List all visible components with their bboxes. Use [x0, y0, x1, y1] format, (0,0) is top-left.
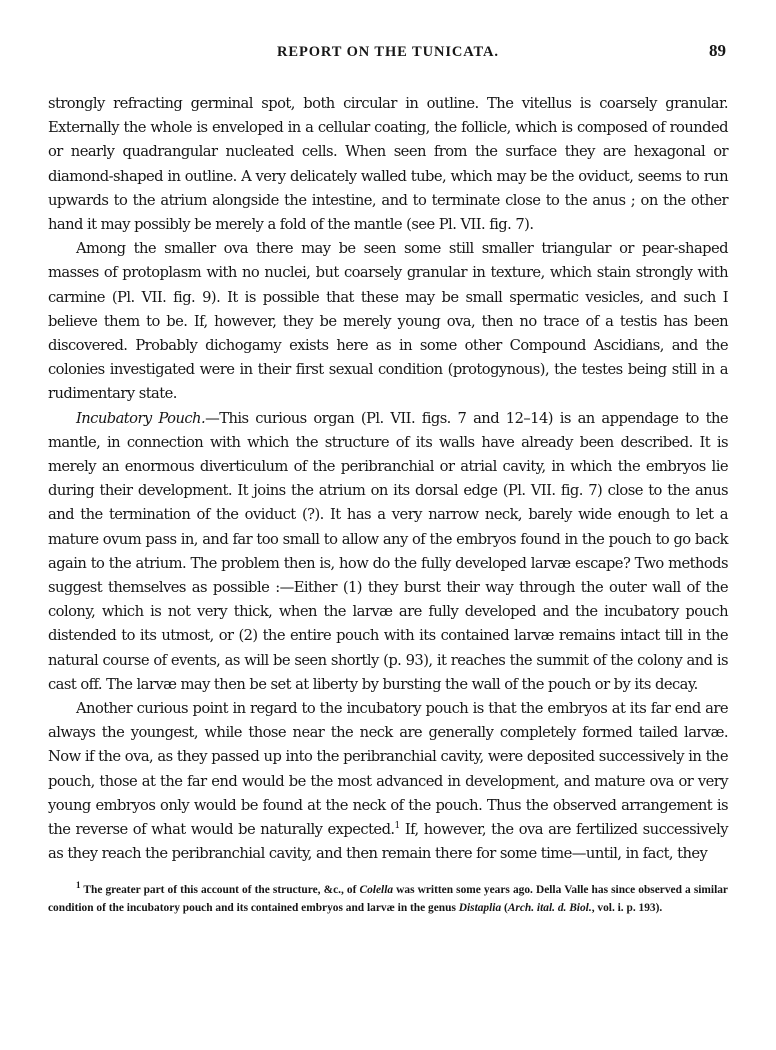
footnote-marker: 1 [76, 879, 81, 890]
paragraph [48, 407, 728, 697]
italic-text: Incubatory Pouch. [76, 409, 206, 427]
text-run: —This curious organ (Pl. VII. figs. 7 and 12–14) is an appendage to the mantle, in connection with which the structure of its walls have already been described. It is merely an enormous diverticulum of the peribranchial or atrial cavity, in which the embryos lie during their development. It joins the atrium on its dorsal edge (Pl. VII. fig. 7) close to the anus and the termination of the oviduct (?). It has a very narrow neck, barely wide enough to let a mature ovum pass in, and far too small to allow any of the embryos found in the pouch to go back again to the atrium. The problem then is, how do the fully developed larvæ escape? Two methods suggest themselves as possible :—Either (1) they burst their way through the outer wall of the colony, which is not very thick, when the larvæ are fully developed and the incubatory pouch distended to its utmost, or (2) the entire pouch with its contained larvæ remains intact till in the natural course of events, as will be seen shortly (p. 93), it reaches the summit of the colony and is cast off. The larvæ may then be set at liberty by bursting the wall of the pouch or by its decay. [48, 409, 728, 693]
page-header [48, 40, 728, 66]
text-run: Among the smaller ova there may be seen some still smaller triangular or pear-shaped masses of protoplasm with no nuclei, but coarsely granular in texture, which stain strongly with carmine (Pl. VII. fig. 9). It is possible that these may be small spermatic vesicles, and such I believe them to be. If, however, they be merely young ova, then no trace of a testis has been discovered. Probably dichogamy exists here as in some other Compound Ascidians, and the colonies investigated were in their first sexual condition (protogynous), the testes being still in a rudimentary state. [48, 240, 728, 403]
text-run: , vol. i. p. 193). [591, 902, 663, 914]
text-run: The greater part of this account of the structure, &c., of [80, 883, 360, 896]
footnote-marker: 1 [394, 821, 400, 832]
text-run: Another curious point in regard to the incubatory pouch is that the embryos at its far end are always the youngest, while those near the neck are generally completely formed tailed larvæ. Now if the ova, as they passed up into the peribranchial cavity, were deposited successively in the pouch, those at the far end would be the most advanced in development, and mature ova or very young embryos only would be found at the neck of the pouch. Thus the observed arrangement is the reverse of what would be naturally expected. [48, 700, 728, 839]
text-run: If, however, the ova are fertilized successively as they reach the peribranchial cavity, and then remain there for some time—until, in fact, they [48, 821, 728, 863]
running-title: REPORT ON THE TUNICATA. [277, 44, 499, 60]
paragraph [48, 697, 728, 866]
text-run: ( [501, 902, 508, 914]
italic-text: Colella [359, 883, 394, 896]
page-number: 89 [709, 41, 726, 60]
paragraph [48, 237, 728, 406]
italic-text: Arch. ital. d. Biol. [507, 902, 592, 914]
text-run: strongly refracting germinal spot, both circular in outline. The vitellus is coarsely granular. Externally the whole is enveloped in a cellular coating, the follicle, which is composed of rounded or nearly quadrangular nucleated cells. When seen from the surface they are hexagonal or diamond-shaped in outline. A very delicately walled tube, which may be the oviduct, seems to run upwards to the atrium alongside the intestine, and to terminate close to the anus ; on the other hand it may possibly be merely a fold of the mantle (see Pl. VII. fig. 7). [48, 95, 728, 234]
italic-text: Distaplia [458, 902, 502, 914]
text-run: was written some years ago. Della Valle has since observed a similar condition of the incubatory pouch and its contained embryos and larvæ in the genus [48, 883, 728, 914]
footnote [48, 881, 728, 918]
footnotes [48, 881, 728, 918]
body-text [48, 92, 728, 867]
page [48, 40, 728, 918]
paragraph [48, 92, 728, 237]
